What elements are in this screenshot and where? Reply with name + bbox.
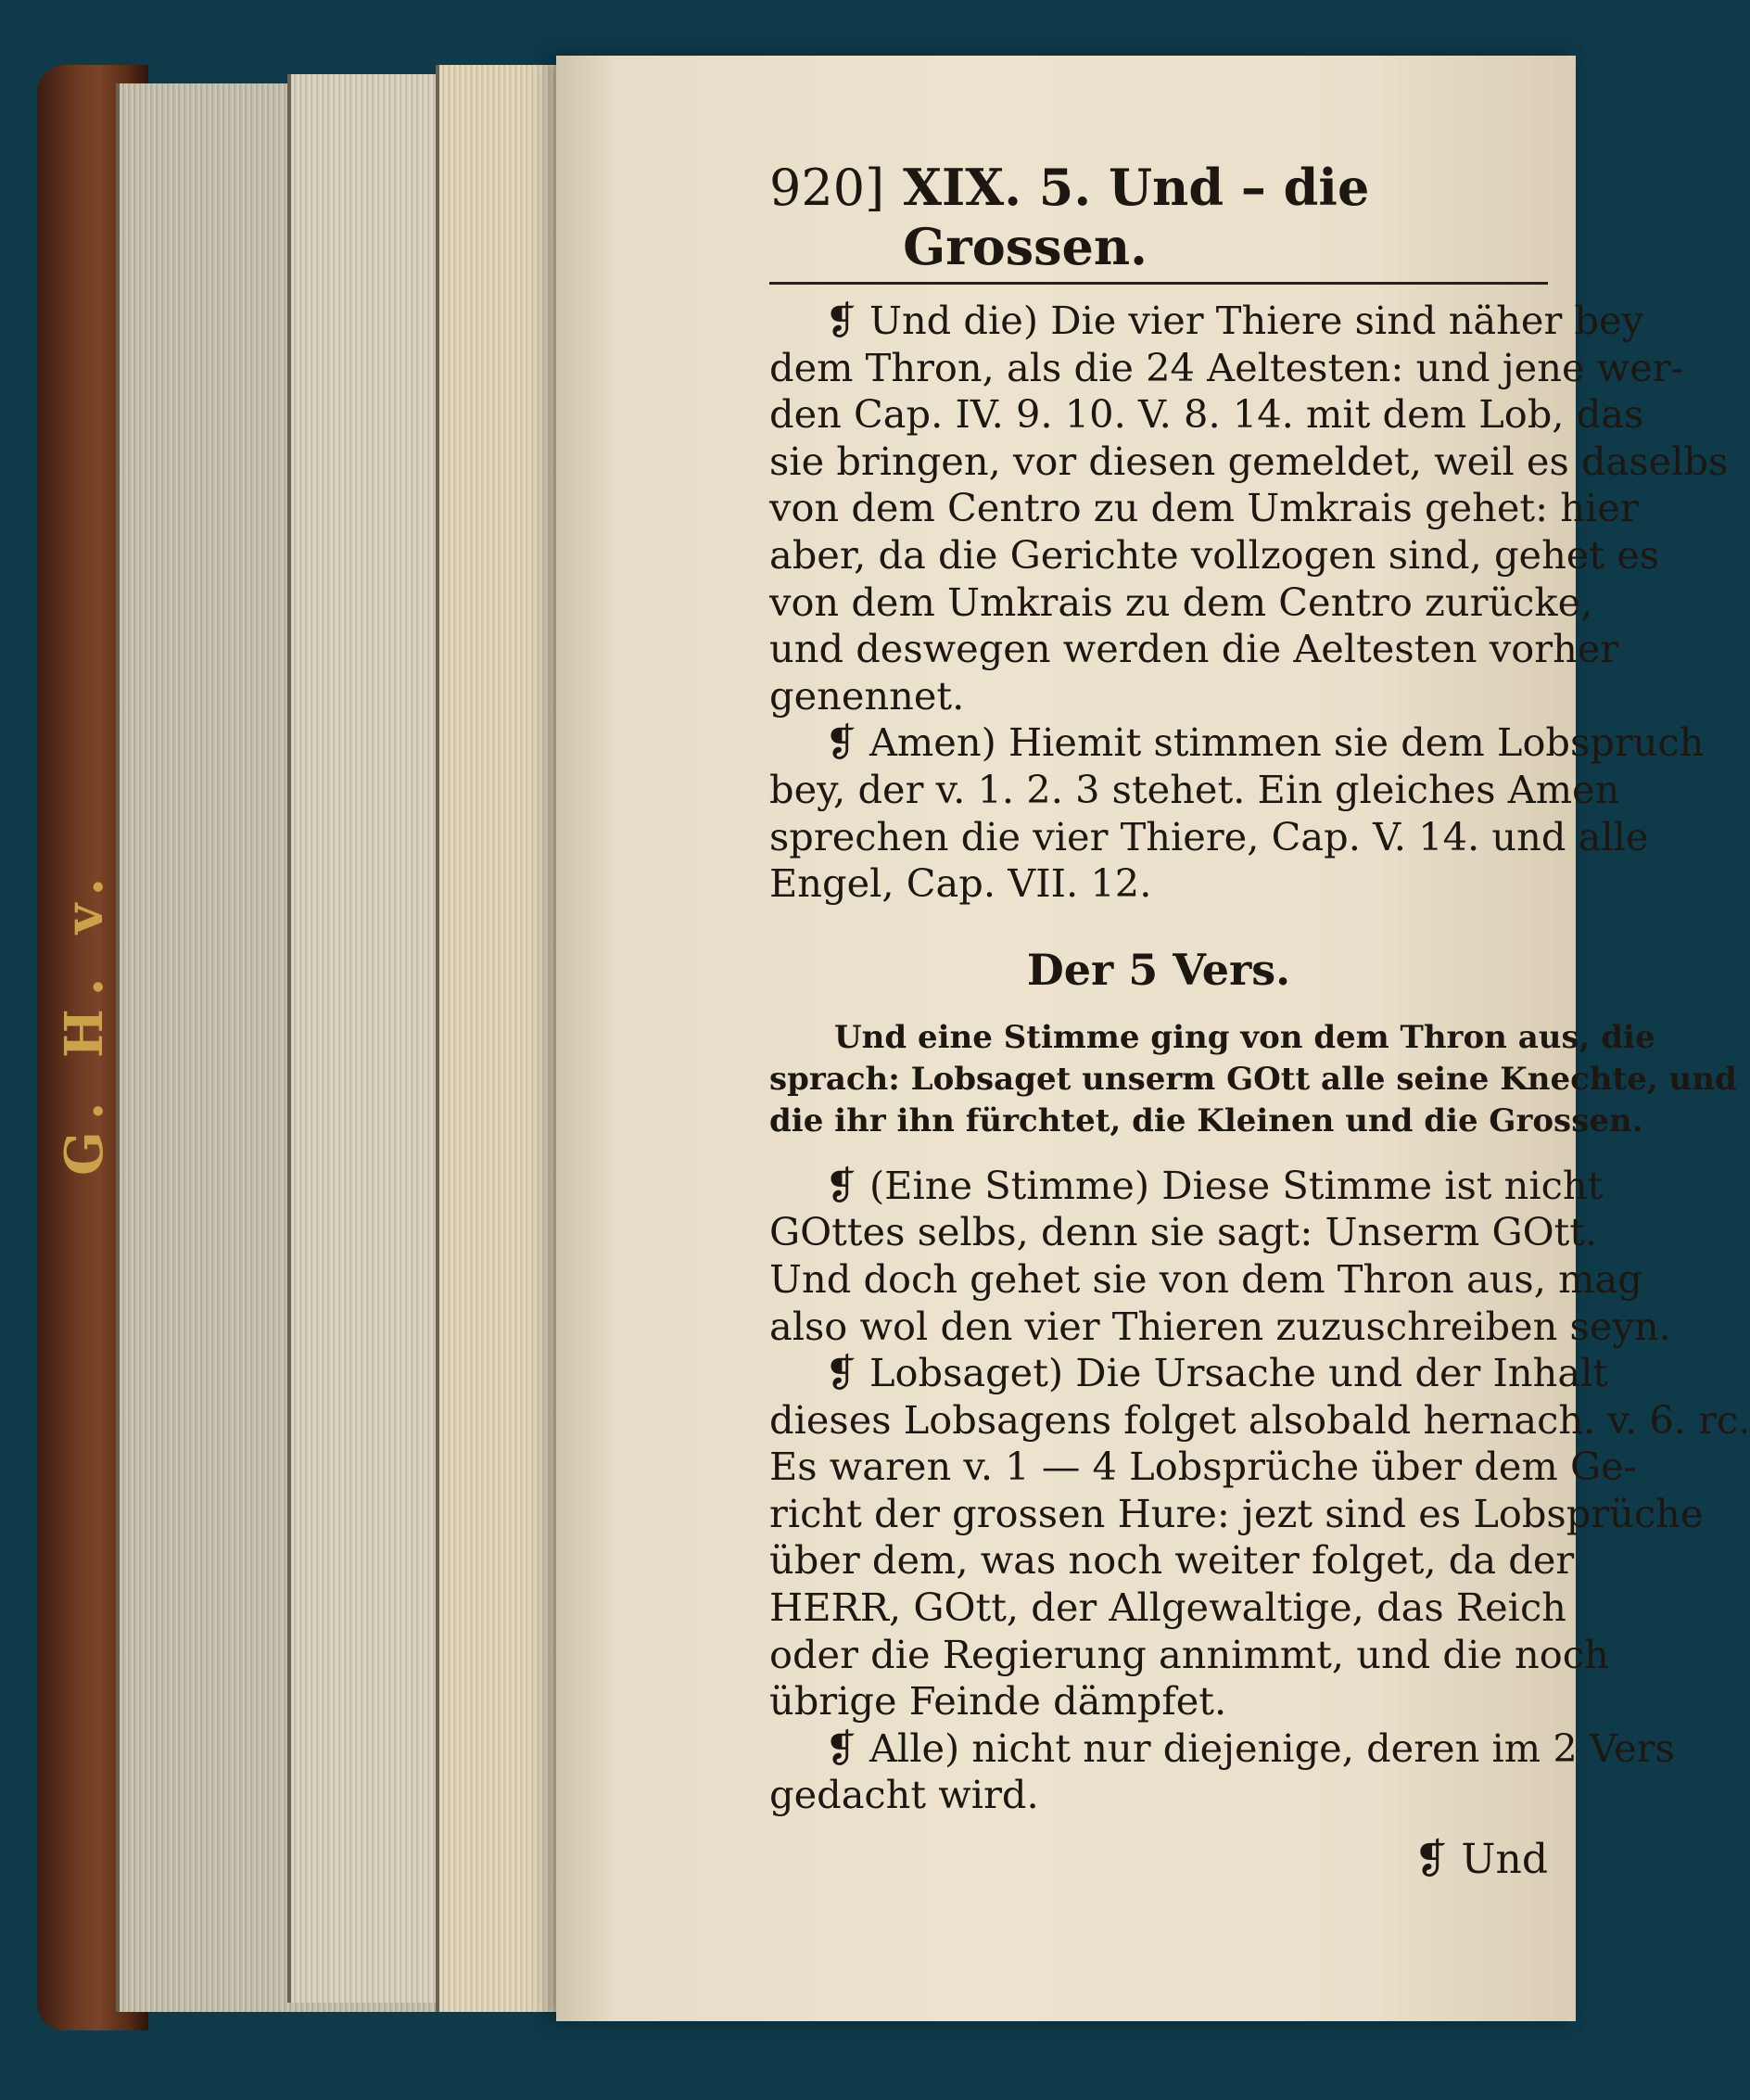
running-head [769,158,1548,285]
spine-letter-1: G. [54,1088,115,1176]
spine-letter-2: H. [54,964,115,1058]
text-line: den Cap. IV. 9. 10. V. 8. 14. mit dem Lob, das [769,391,1644,438]
text-line: also wol den vier Thieren zuzuschreiben seyn. [769,1303,1671,1349]
spine-letter-3: v. [54,864,115,934]
page-number: 920] [769,159,885,217]
paragraph-1 [769,298,1729,719]
text-line: Und doch gehet sie von dem Thron aus, mag [769,1255,1642,1302]
text-line: gedacht wird. [769,1772,1039,1818]
text-line: dieses Lobsagens folget alsobald hernach. v. 6. rc. [769,1396,1750,1443]
text-line: ❡ (Eine Stimme) Diese Stimme ist nicht [825,1162,1604,1208]
text-line: genennet. [769,672,965,719]
text-line: übrige Feinde dämpfet. [769,1678,1227,1725]
text-line: und deswegen werden die Aeltesten vorher [769,626,1619,672]
paragraph-5 [769,1725,1675,1819]
page-title: XIX. 5. Und – die Grossen. [903,158,1370,276]
spacer [769,1142,1566,1163]
text-line: bey, der v. 1. 2. 3 stehet. Ein gleiches Amen [769,766,1620,812]
text-line: ❡ Alle) nicht nur diejenige, deren im 2 Vers [825,1725,1675,1771]
verse-line: Und eine Stimme ging von dem Thron aus, die [834,1018,1655,1056]
paragraph-2 [769,719,1705,907]
text-line: richt der grossen Hure: jezt sind es Lobsprüche [769,1490,1704,1536]
verse-line: die ihr ihn fürchtet, die Kleinen und die Grossen. [769,1101,1643,1139]
text-line: ❡ Lobsaget) Die Ursache und der Inhalt [825,1350,1609,1396]
page-block-edge-middle [287,74,458,2003]
text-line: dem Thron, als die 24 Aeltesten: und jene wer- [769,344,1684,390]
text-line: über dem, was noch weiter folget, da der [769,1537,1575,1584]
text-line: ❡ Amen) Hiemit stimmen sie dem Lobspruch [825,719,1705,766]
page-text [769,158,1750,1884]
verse-line: sprach: Lobsaget unserm GOtt alle seine Knechte, und [769,1060,1737,1098]
section-heading: Der 5 Vers. [1026,944,1291,995]
catchword: ❡ Und [1414,1836,1548,1884]
text-line: Engel, Cap. VII. 12. [769,860,1152,907]
text-line: GOttes selbs, denn sie sagt: Unserm GOtt. [769,1209,1598,1255]
paragraph-3 [769,1162,1671,1350]
paragraph-4 [769,1350,1750,1725]
text-line: HERR, GOtt, der Allgewaltige, das Reich [769,1585,1566,1631]
text-line: aber, da die Gerichte vollzogen sind, gehet es [769,531,1660,578]
text-line: Es waren v. 1 — 4 Lobsprüche über dem Ge- [769,1444,1637,1490]
text-line: von dem Centro zu dem Umkrais gehet: hier [769,485,1639,531]
text-line: oder die Regierung annimmt, und die noch [769,1631,1609,1677]
text-line: ❡ Und die) Die vier Thiere sind näher bey [825,298,1644,343]
text-line: sprechen die vier Thiere, Cap. V. 14. und alle [769,813,1649,859]
text-line: von dem Umkrais zu dem Centro zurücke, [769,579,1593,625]
text-line: sie bringen, vor diesen gemeldet, weil es daselbs [769,438,1729,484]
spine-lettering [54,807,119,1233]
verse-text [769,1017,1737,1142]
